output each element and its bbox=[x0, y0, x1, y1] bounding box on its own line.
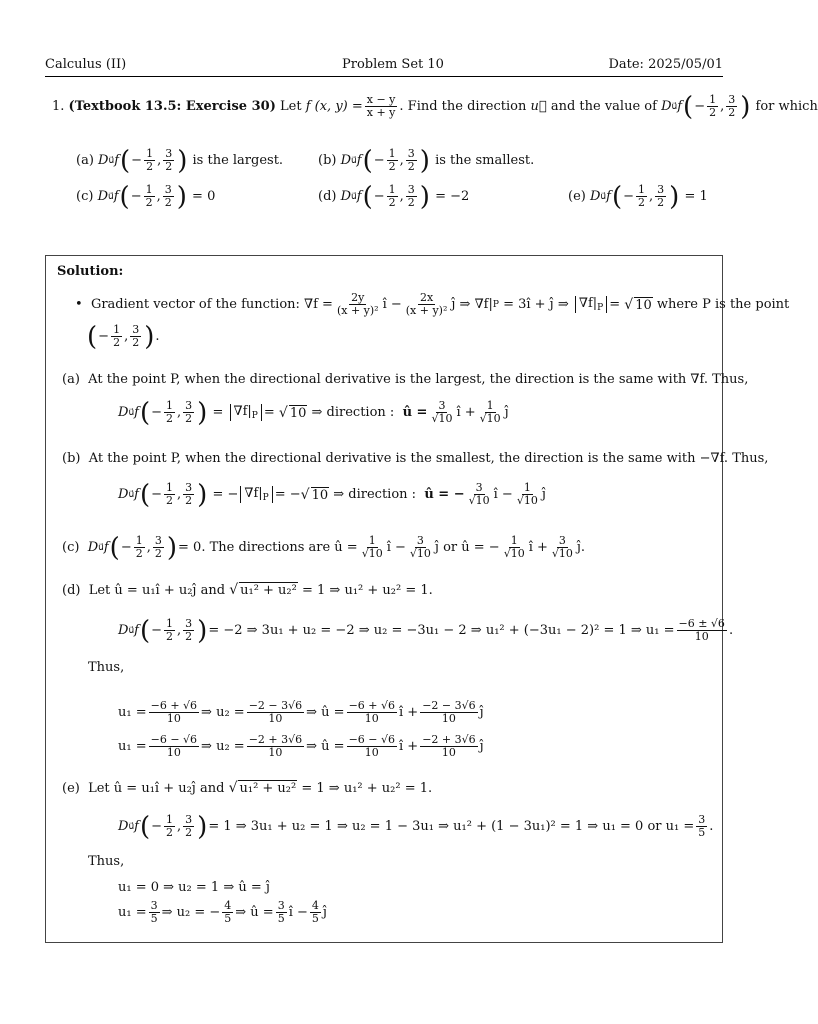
solution-e-eq: D u⃗ f ( − $\frac{1}{2}$ , $\frac{3}{2}$ ) = 1 ⇒ 3u₁ + u₂ = 1 ⇒ u₂ = 1 − 3u₁ ⇒ u₁² + (1 − 3u₁)² = 1 ⇒ u₁ = 0 or u₁ = $\frac{3}{5}$ . bbox=[118, 811, 714, 842]
for-which-text: for which bbox=[755, 99, 818, 114]
solution-b-eq: D u⃗ f ( − $\frac{1}{2}$ , $\frac{3}{2}$ ) = − $\nabla f|_P$ = − √ 10 ⇒ direction : û = − $\frac{3}{√10}$ î − $\frac{1}{√10}$ ĵ bbox=[118, 479, 546, 510]
function-label: f (x, y) = bbox=[305, 99, 363, 114]
solution-d-root1: u₁ = $\frac{-6 + √6}{10}$ ⇒ u₂ = $\frac{-2 - 3√6}{10}$ ⇒ û = $\frac{-6 + √6}{10}$ î + $\frac{-2 - 3√6}{10}$ ĵ bbox=[118, 699, 484, 725]
intro-text: Let bbox=[280, 99, 302, 114]
solution-c: (c) D u⃗ f ( − $\frac{1}{2}$ , $\frac{3}{2}$ ) = 0. The directions are û = $\frac{1}{√10}$ î − $\frac{3}{√10}$ ĵ or û = − $\frac{1}{√10}$ î + $\frac{3}{√10}$ ĵ. bbox=[62, 532, 586, 563]
point-p: ( − $\frac{1}{2}$ , $\frac{3}{2}$ ) . bbox=[87, 321, 160, 352]
solution-d-thus: Thus, bbox=[88, 660, 125, 675]
solution-d-root2: u₁ = $\frac{-6 - √6}{10}$ ⇒ u₂ = $\frac{-2 + 3√6}{10}$ ⇒ û = $\frac{-6 - √6}{10}$ î + $\frac{-2 + 3√6}{10}$ ĵ bbox=[118, 733, 484, 759]
header-rule bbox=[45, 76, 723, 77]
function-fraction: $\frac{x - y}{x + y}$ bbox=[366, 93, 396, 119]
part-c: (c) D u⃗ f ( − $\frac{1}{2}$ , $\frac{3}{2}$ ) = 0 bbox=[76, 181, 216, 212]
gradient-line: • Gradient vector of the function: ∇f = $\frac{2y}{\text{(x + y)²}}$ î − $\frac{2x}{\text{(x + y)²}}$ ĵ ⇒ ∇f| P = 3î + ĵ ⇒ $\nabla f|_P$ = √ 10 where P is the point bbox=[75, 291, 790, 317]
problem-set-title: Problem Set 10 bbox=[342, 57, 444, 72]
solution-d-text: (d) Let û = u₁î + u₂ĵ and √ u₁² + u₂² = 1 ⇒ u₁² + u₂² = 1. bbox=[62, 582, 433, 598]
solution-title: Solution: bbox=[57, 264, 124, 279]
problem-source: (Textbook 13.5: Exercise 30) bbox=[68, 99, 276, 114]
solution-e-root2: u₁ = $\frac{3}{5}$ ⇒ u₂ = − $\frac{4}{5}$ ⇒ û = $\frac{3}{5}$ î − $\frac{4}{5}$ ĵ bbox=[118, 899, 327, 925]
solution-e-root1: u₁ = 0 ⇒ u₂ = 1 ⇒ û = ĵ bbox=[118, 880, 270, 895]
solution-a-text: (a) At the point P, when the directional derivative is the largest, the direction is the same with ∇f. Thus, bbox=[62, 372, 749, 387]
solution-d-eq: D u⃗ f ( − $\frac{1}{2}$ , $\frac{3}{2}$ ) = −2 ⇒ 3u₁ + u₂ = −2 ⇒ u₂ = −3u₁ − 2 ⇒ u₁² + (−3u₁ − 2)² = 1 ⇒ u₁ = $\frac{-6 \pm √6}{10}$ . bbox=[118, 615, 734, 646]
page-header bbox=[45, 57, 723, 73]
part-b: (b) D u⃗ f ( − $\frac{1}{2}$ , $\frac{3}{2}$ ) is the smallest. bbox=[318, 145, 535, 176]
part-a: (a) D u⃗ f ( − $\frac{1}{2}$ , $\frac{3}{2}$ ) is the largest. bbox=[76, 145, 284, 176]
solution-b-text: (b) At the point P, when the directional derivative is the smallest, the direction is the same with −∇f. Thus, bbox=[62, 451, 769, 466]
course-title: Calculus (II) bbox=[45, 57, 127, 72]
dir-deriv: D bbox=[661, 99, 672, 114]
solution-e-thus: Thus, bbox=[88, 854, 125, 869]
solution-e-text: (e) Let û = u₁î + u₂ĵ and √ u₁² + u₂² = 1 ⇒ u₁² + u₂² = 1. bbox=[62, 780, 433, 796]
part-d: (d) D u⃗ f ( − $\frac{1}{2}$ , $\frac{3}{2}$ ) = −2 bbox=[318, 181, 470, 212]
problem-number: 1. bbox=[52, 99, 65, 114]
problem-statement: 1. (Textbook 13.5: Exercise 30) Let f (x, y) = $\frac{x - y}{x + y}$ . Find the direction u⃗ and the value of D u⃗ f ( − $\frac{1}{2}$ , $\frac{3}{2}$ ) for which bbox=[52, 91, 818, 122]
solution-a-eq: D u⃗ f ( − $\frac{1}{2}$ , $\frac{3}{2}$ ) = $\nabla f|_P$ = √ 10 ⇒ direction : û = $\frac{3}{√10}$ î + $\frac{1}{√10}$ ĵ bbox=[118, 397, 509, 428]
after-func-text: . Find the direction bbox=[399, 99, 527, 114]
and-value-text: and the value of bbox=[550, 99, 657, 114]
u-vector: u⃗ bbox=[530, 99, 547, 114]
date-label: Date: 2025/05/01 bbox=[608, 57, 723, 72]
part-e: (e) D u⃗ f ( − $\frac{1}{2}$ , $\frac{3}{2}$ ) = 1 bbox=[568, 181, 708, 212]
